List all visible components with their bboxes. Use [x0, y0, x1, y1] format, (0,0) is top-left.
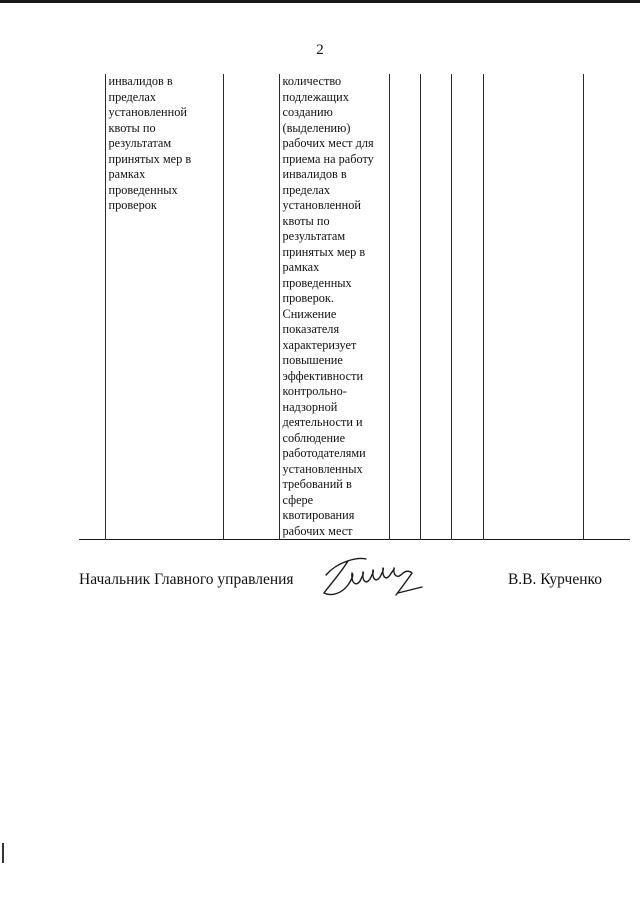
table-row: [79, 74, 630, 540]
page-number: 2: [316, 42, 324, 58]
handwritten-signature: [318, 553, 430, 601]
table-cell-note: [583, 74, 630, 540]
table-cell-number: [79, 74, 105, 540]
table-cell-value-3: [451, 74, 483, 540]
indicator-table: [79, 74, 630, 540]
page-top-edge: [0, 0, 640, 3]
signer-title: Начальник Главного управления: [79, 571, 294, 588]
signature-block: [0, 553, 640, 613]
table-cell-unit: [223, 74, 279, 540]
table-cell-source: [483, 74, 583, 540]
table-cell-description: количество подлежащих созданию (выделению) рабочих мест для приема на работу инвалидов в пределах установленной квоты по результатам принятых мер в рамках проведенных проверок. Снижение показателя характеризует повышение эффективности контрольно- надзорной деятельности и соблюдение работодателями установленных требований в сфере квотирования рабочих мест: [279, 74, 389, 540]
signer-name: В.В. Курченко: [507, 571, 602, 588]
table-cell-value-1: [389, 74, 420, 540]
table-cell-value-2: [420, 74, 451, 540]
table-cell-indicator-name: инвалидов в пределах установленной квоты по результатам принятых мер в рамках проведенных проверок: [105, 74, 223, 540]
margin-scan-mark: [2, 843, 4, 863]
